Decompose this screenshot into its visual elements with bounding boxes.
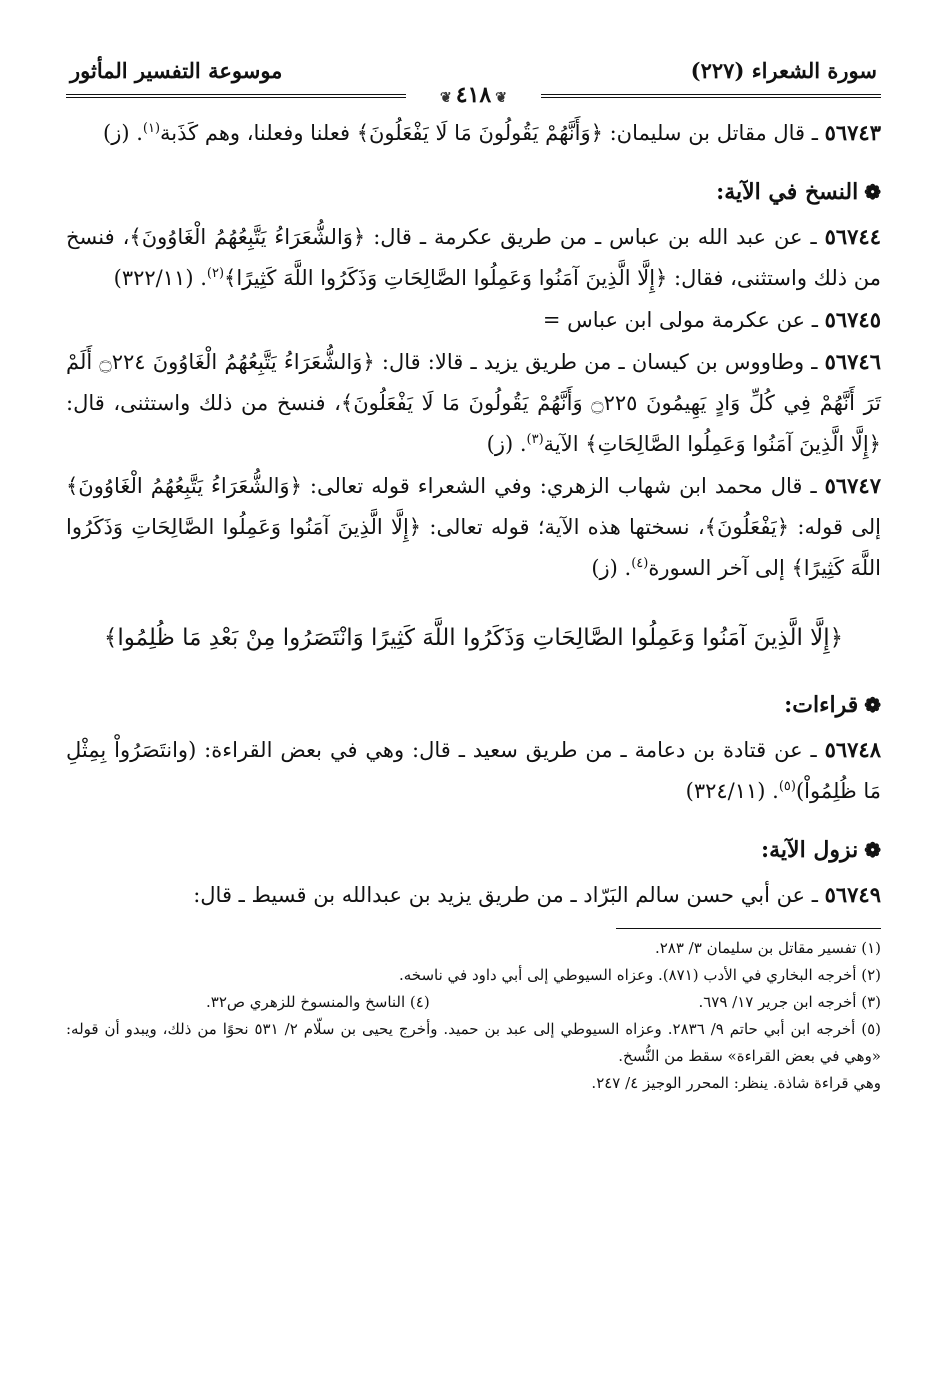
section-heading-abrogation: ❁النسخ في الآية: bbox=[716, 179, 881, 205]
entry-56744: ٥٦٧٤٤ ـ عن عبد الله بن عباس ـ من طريق عكرمة ـ قال: ﴿وَالشُّعَرَاءُ يَتَّبِعُهُمُ الْغَاوُونَ﴾، فنسخ من ذلك واستثنى، فقال: ﴿إِلَّا الَّذِينَ آمَنُوا وَعَمِلُوا الصَّالِحَاتِ وَذَكَرُوا اللَّهَ كَثِيرًا﴾$^{(٢)}$. (٣٢٢/١١) bbox=[66, 224, 881, 290]
quran-quote: ﴿يَفْعَلُونَ﴾ bbox=[704, 515, 790, 539]
footnote-5-cont: وهي قراءة شاذة. ينظر: المحرر الوجيز ٤/ ٢٤٧. bbox=[591, 1074, 881, 1092]
quran-quote: ﴿إِلَّا الَّذِينَ آمَنُوا وَعَمِلُوا الصَّالِحَاتِ وَذَكَرُوا اللَّهَ كَثِيرًا﴾ bbox=[224, 266, 668, 290]
header-rule-left bbox=[66, 94, 406, 98]
ornament-icon: ❦ bbox=[440, 90, 452, 106]
header-rule-right bbox=[541, 94, 881, 98]
footnote-ref: (٢) bbox=[206, 266, 225, 281]
entry-number: ٥٦٧٤٩ bbox=[824, 882, 881, 907]
flower-icon: ❁ bbox=[864, 180, 881, 204]
flower-icon: ❁ bbox=[864, 693, 881, 717]
entry-56745: ٥٦٧٤٥ ـ عن عكرمة مولى ابن عباس = bbox=[542, 307, 881, 332]
footnote-ref: (٣) bbox=[526, 432, 544, 447]
footnote-row-3-4 bbox=[66, 989, 881, 1016]
footnote-ref: (٤) bbox=[631, 556, 649, 571]
footnote-ref: (١) bbox=[142, 121, 161, 136]
quran-quote: ﴿إِلَّا الَّذِينَ آمَنُوا وَعَمِلُوا الصَّالِحَاتِ﴾ bbox=[585, 432, 881, 456]
footnote-3: (٣) أخرجه ابن جرير ١٧/ ٦٧٩. bbox=[698, 993, 881, 1011]
ornament-icon: ❦ bbox=[495, 90, 507, 106]
quran-quote: ﴿وَالشُّعَرَاءُ يَتَّبِعُهُمُ الْغَاوُونَ ۝٢٢٤ أَلَمْ تَرَ أَنَّهُمْ فِي كُلِّ وَادٍ يَهِيمُونَ ۝٢٢٥ وَأَنَّهُمْ يَقُولُونَ مَا لَا يَفْعَلُونَ﴾ bbox=[66, 350, 881, 415]
entry-number: ٥٦٧٤٦ bbox=[824, 349, 881, 374]
footnote-1: (١) تفسير مقاتل بن سليمان ٣/ ٢٨٣. bbox=[654, 939, 881, 957]
entry-56749: ٥٦٧٤٩ ـ عن أبي حسن سالم البَرّاد ـ من طريق يزيد بن عبدالله بن قسيط ـ قال: bbox=[193, 882, 881, 907]
page bbox=[66, 50, 881, 1097]
entry-number: ٥٦٧٤٧ bbox=[824, 473, 881, 498]
footnote-separator bbox=[616, 928, 881, 929]
verse-block: ﴿إِلَّا الَّذِينَ آمَنُوا وَعَمِلُوا الصَّالِحَاتِ وَذَكَرُوا اللَّهَ كَثِيرًا وَانْتَصَرُوا مِنْ بَعْدِ مَا ظُلِمُوا﴾ bbox=[103, 625, 844, 651]
entry-56743: ٥٦٧٤٣ ـ قال مقاتل بن سليمان: ﴿وَأَنَّهُمْ يَقُولُونَ مَا لَا يَفْعَلُونَ﴾ فعلنا وفعلنا، وهم كَذَبة$^{(١)}$. (ز) bbox=[103, 120, 881, 145]
footnotes bbox=[66, 935, 881, 1097]
footnote-2: (٢) أخرجه البخاري في الأدب (٨٧١). وعزاه السيوطي إلى أبي داود في ناسخه. bbox=[398, 966, 881, 984]
entry-56746: ٥٦٧٤٦ ـ وطاووس بن كيسان ـ من طريق يزيد ـ قالا: قال: ﴿وَالشُّعَرَاءُ يَتَّبِعُهُمُ الْغَاوُونَ ۝٢٢٤ أَلَمْ تَرَ أَنَّهُمْ فِي كُلِّ وَادٍ يَهِيمُونَ ۝٢٢٥ وَأَنَّهُمْ يَقُولُونَ مَا لَا يَفْعَلُونَ﴾، فنسخ من ذلك واستثنى، قال: ﴿إِلَّا الَّذِينَ آمَنُوا وَعَمِلُوا الصَّالِحَاتِ﴾ الآية$^{(٣)}$. (ز) bbox=[66, 349, 881, 456]
section-heading-readings: ❁قراءات: bbox=[784, 692, 881, 718]
flower-icon: ❁ bbox=[864, 838, 881, 862]
page-number: ❦٤١٨❦ bbox=[430, 82, 517, 108]
entry-number: ٥٦٧٤٥ bbox=[824, 307, 881, 332]
quran-quote: ﴿وَالشُّعَرَاءُ يَتَّبِعُهُمُ الْغَاوُونَ﴾ bbox=[129, 225, 366, 249]
surah-title: سورة الشعراء (٢٢٧) bbox=[690, 58, 877, 83]
entry-number: ٥٦٧٤٨ bbox=[824, 737, 881, 762]
entry-56748: ٥٦٧٤٨ ـ عن قتادة بن دعامة ـ من طريق سعيد ـ قال: وهي في بعض القراءة: (وانتَصَرُواْ بِمِثْلِ مَا ظُلِمُواْ)$^{(٥)}$. (٣٢٤/١١) bbox=[66, 737, 881, 803]
footnote-5: (٥) أخرجه ابن أبي حاتم ٩/ ٢٨٣٦. وعزاه السيوطي إلى عبد بن حميد. وأخرج يحيى بن سلّام ٢/ ٥٣١ نحوًا من ذلك، ويبدو أن قوله: «وهي في بعض القراءة» سقط من النُّسخ. bbox=[66, 1020, 882, 1065]
book-title: موسوعة التفسير المأثور bbox=[70, 58, 283, 83]
quran-quote: ﴿وَأَنَّهُمْ يَقُولُونَ مَا لَا يَفْعَلُونَ﴾ bbox=[356, 121, 603, 145]
footnote-ref: (٥) bbox=[778, 779, 796, 794]
entry-56747: ٥٦٧٤٧ ـ قال محمد ابن شهاب الزهري: وفي الشعراء قوله تعالى: ﴿وَالشُّعَرَاءُ يَتَّبِعُهُمُ الْغَاوُونَ﴾ إلى قوله: ﴿يَفْعَلُونَ﴾، نسختها هذه الآية؛ قوله تعالى: ﴿إِلَّا الَّذِينَ آمَنُوا وَعَمِلُوا الصَّالِحَاتِ وَذَكَرُوا اللَّهَ كَثِيرًا﴾ إلى آخر السورة$^{(٤)}$. (ز) bbox=[66, 473, 881, 580]
quran-quote: ﴿وَالشُّعَرَاءُ يَتَّبِعُهُمُ الْغَاوُونَ﴾ bbox=[66, 474, 302, 498]
section-heading-revelation: ❁نزول الآية: bbox=[761, 837, 881, 863]
entry-number: ٥٦٧٤٣ bbox=[824, 120, 881, 145]
entry-number: ٥٦٧٤٤ bbox=[824, 224, 881, 249]
page-header bbox=[66, 50, 881, 108]
quran-quote: ﴿إِلَّا الَّذِينَ آمَنُوا وَعَمِلُوا الصَّالِحَاتِ وَذَكَرُوا اللَّهَ كَثِيرًا﴾ bbox=[66, 515, 881, 580]
footnote-4: (٤) الناسخ والمنسوخ للزهري ص٣٢. bbox=[206, 993, 430, 1011]
